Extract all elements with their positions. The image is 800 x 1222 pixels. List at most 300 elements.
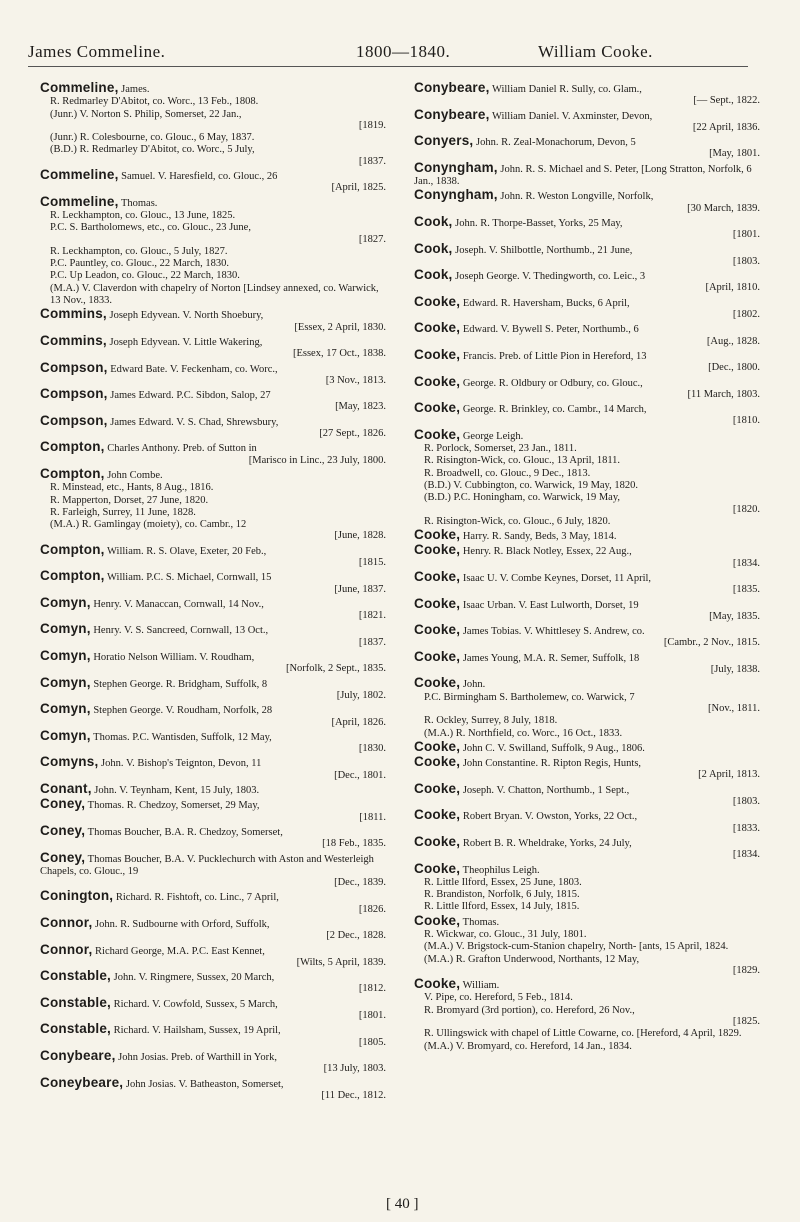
entry-name: Coney, (40, 822, 86, 838)
entry-text: Robert B. R. Wheldrake, Yorks, 24 July, (462, 837, 632, 849)
entry-name: Conant, (40, 781, 92, 797)
index-entry (40, 970, 386, 996)
sub-entry-text: (M.A.) V. Bromyard, co. Hereford, 14 Jan., 1834. (424, 1040, 632, 1052)
entry-line (414, 595, 760, 612)
sub-entry-text: R. Bromyard (3rd portion), co. Hereford, 26 Nov., (424, 1004, 635, 1016)
sub-entry-text: (B.D.) V. Cubbington, co. Warwick, 19 May, 1820. (424, 479, 639, 491)
index-entry (414, 544, 760, 570)
entry-text: John. R. Sudbourne with Orford, Suffolk, (95, 919, 270, 930)
entry-text: John. V. Bishop's Teignton, Devon, 11 (101, 758, 262, 770)
sub-entry (414, 901, 760, 913)
entry-line (414, 756, 760, 770)
sub-entry-text: R. Ockley, Surrey, 8 July, 1818. (424, 715, 558, 727)
entry-text: Horatio Nelson William. V. Roudham, (93, 652, 255, 664)
entry-name: Conington, (40, 888, 114, 904)
entry-text: John. R. Weston Longville, Norfolk, (500, 191, 654, 203)
entry-text: James Tobias. V. Whittlesey S. Andrew, co. (462, 626, 645, 638)
entry-name: Cooke, (414, 400, 461, 416)
entry-line (40, 465, 386, 482)
entry-line (414, 106, 760, 123)
entry-line (414, 833, 760, 850)
index-entry (40, 941, 386, 970)
entry-name: Connor, (40, 915, 93, 930)
entry-name: Commeline, (40, 193, 119, 209)
sub-entry (414, 941, 760, 953)
entry-date: [13 July, 1803. (323, 1063, 386, 1075)
index-entry (414, 135, 760, 161)
entry-name: Cooke, (414, 622, 461, 638)
entry-line (414, 912, 760, 929)
entry-text: Stephen George. R. Bridgham, Suffolk, 8 (93, 678, 268, 690)
entry-text: James Young, M.A. R. Semer, Suffolk, 18 (462, 652, 640, 664)
sub-entry (414, 492, 760, 516)
sub-entry-text: P.C. Pauntley, co. Glouc., 22 March, 1830. (50, 258, 229, 270)
entry-name: Cooke, (414, 346, 461, 362)
sub-entry-date: [1829. (732, 964, 760, 976)
entry-date: [1802. (732, 309, 760, 321)
entry-date: [1826. (358, 903, 386, 915)
entry-date: [1811. (359, 811, 386, 823)
entry-line (40, 890, 386, 904)
entry-date: [1815. (358, 556, 386, 568)
entry-date: [April, 1825. (331, 182, 386, 194)
entry-line (414, 135, 760, 149)
index-entry (40, 332, 386, 361)
entry-name: Cooke, (414, 542, 461, 558)
index-entry (40, 849, 386, 890)
entry-date: [Marisco in Linc., 23 July, 1800. (248, 454, 386, 466)
sub-entry (414, 516, 760, 528)
sub-entry-text: R. Little Ilford, Essex, 25 June, 1803. (424, 876, 582, 888)
entry-line (40, 650, 386, 664)
entry-name: Constable, (40, 968, 112, 984)
entry-line (40, 623, 386, 637)
entry-name: Cooke, (414, 754, 461, 770)
sub-entry-text: R. Ullingswick with chapel of Little Cowarne, co. [Hereford, 4 April, 1829. (424, 1028, 742, 1040)
entry-text: Isaac Urban. V. East Lulworth, Dorset, 19 (462, 599, 639, 611)
index-entry (414, 240, 760, 269)
entry-date: [2 April, 1813. (698, 769, 760, 781)
index-entry (40, 441, 386, 467)
entry-text: Richard. V. Cowfold, Sussex, 5 March, (113, 998, 278, 1010)
entry-line (40, 332, 386, 349)
entry-text: John C. V. Swilland, Suffolk, 9 Aug., 1806. (462, 742, 645, 754)
entry-date: [22 April, 1836. (692, 121, 760, 133)
sub-entry (414, 877, 760, 889)
sub-entry-text: R. Broadwell, co. Glouc., 9 Dec., 1813. (424, 467, 591, 479)
entry-line (40, 703, 386, 717)
entry-date: [— Sept., 1822. (693, 95, 760, 107)
entry-line (40, 941, 386, 958)
entry-name: Conyngham, (414, 159, 498, 175)
entry-text: Joseph George. V. Thedingworth, co. Leic., 3 (455, 271, 646, 283)
index-entry (40, 594, 386, 623)
entry-text: Theophilus Leigh. (462, 864, 540, 876)
sub-entry (414, 929, 760, 941)
entry-text: Henry. V. S. Sancreed, Cornwall, 13 Oct., (93, 625, 269, 637)
entry-text: John Josias. V. Batheaston, Somerset, (125, 1078, 284, 1090)
entry-name: Cooke, (414, 833, 461, 849)
sub-entry (40, 132, 386, 144)
sub-entry-text: R. Mapperton, Dorset, 27 June, 1820. (50, 494, 209, 506)
entry-date: [Dec., 1800. (708, 362, 760, 374)
entry-line (40, 359, 386, 376)
sub-entry-text: V. Pipe, co. Hereford, 5 Feb., 1814. (424, 992, 573, 1004)
sub-entry (414, 1028, 760, 1040)
sub-entry-text: R. Brandiston, Norfolk, 6 July, 1815. (424, 889, 580, 901)
entry-line (40, 674, 386, 691)
entry-text: Joseph Edyvean. V. Little Wakering, (109, 336, 263, 348)
entry-date: [1801. (732, 229, 760, 241)
entry-name: Cooke, (414, 527, 461, 543)
entry-line (40, 308, 386, 322)
sub-entry-text: (M.A.) V. Brigstock-cum-Stanion chapelry, North- [ants, 15 April, 1824. (424, 941, 729, 953)
entry-name: Conyers, (414, 133, 474, 149)
index-entry (40, 1047, 386, 1076)
entry-date: [May, 1801. (709, 148, 760, 160)
entry-text: William Daniel. V. Axminster, Devon, (491, 110, 653, 122)
sub-entry (40, 507, 386, 519)
entry-line (40, 1074, 386, 1091)
entry-line (40, 82, 386, 96)
entry-text: Richard. R. Fishtoft, co. Linc., 7 April, (115, 892, 279, 904)
entry-line (40, 388, 386, 402)
entry-name: Cooke, (414, 568, 461, 584)
sub-entry-text: (M.A.) R. Northfield, co. Worc., 16 Oct., 1833. (424, 727, 623, 739)
index-entry (40, 169, 386, 195)
entry-name: Conyngham, (414, 187, 498, 203)
entry-name: Coney, (40, 796, 86, 812)
entry-text: Thomas Boucher, B.A. R. Chedzoy, Somerset, (87, 826, 283, 838)
sub-entry (40, 210, 386, 222)
entry-text: John. (462, 679, 486, 691)
entry-text: John Josias. Preb. of Warthill in York, (118, 1051, 277, 1063)
index-entry (414, 624, 760, 650)
index-entry (40, 890, 386, 916)
sub-entry (40, 283, 386, 308)
entry-line (414, 544, 760, 558)
entry-text: James Edward. P.C. Sibdon, Salop, 27 (110, 390, 271, 402)
sub-entry-date: [Nov., 1811. (707, 702, 760, 714)
entry-text: Robert Bryan. V. Owston, Yorks, 22 Oct., (462, 811, 638, 823)
sub-entry-text: P.C. Up Leadon, co. Glouc., 22 March, 1830. (50, 270, 240, 282)
entry-line (40, 783, 386, 797)
sub-entry-text: P.C. Birmingham S. Bartholemew, co. Warwick, 7 (424, 691, 635, 703)
entry-name: Commeline, (40, 167, 119, 183)
entry-name: Coney, (40, 849, 86, 865)
entry-line (40, 541, 386, 558)
entry-line (414, 809, 760, 823)
entry-text: William Daniel R. Sully, co. Glam., (491, 84, 642, 95)
header-left: James Commeline. (28, 42, 166, 61)
entry-line (414, 624, 760, 638)
entry-date: [30 March, 1839. (687, 202, 760, 214)
sub-entry-date: [June, 1828. (334, 530, 386, 542)
entry-line (40, 822, 386, 839)
entry-date: [1803. (732, 255, 760, 267)
entry-name: Connor, (40, 941, 93, 957)
index-entry (414, 402, 760, 428)
entry-line (40, 994, 386, 1011)
entry-date: [Wilts, 5 April, 1839. (296, 956, 386, 968)
sub-entry-text: R. Risington-Wick, co. Glouc., 13 April, 1811. (424, 455, 621, 467)
entry-date: [3 Nov., 1813. (325, 374, 386, 386)
index-entry (414, 809, 760, 835)
sub-entry (40, 482, 386, 494)
sub-entry (40, 222, 386, 246)
index-entry (40, 388, 386, 414)
entry-name: Cooke, (414, 320, 461, 336)
entry-name: Commins, (40, 306, 107, 322)
entry-date: [July, 1802. (336, 689, 386, 701)
entry-name: Cooke, (414, 595, 461, 611)
entry-date: [Cambr., 2 Nov., 1815. (663, 637, 760, 649)
entry-text: William. R. S. Olave, Exeter, 20 Feb., (107, 545, 267, 557)
index-entry (414, 373, 760, 402)
entry-name: Compson, (40, 412, 108, 428)
entry-text: Edward. R. Haversham, Bucks, 6 April, (462, 297, 630, 309)
index-entry (414, 833, 760, 862)
index-entry (414, 346, 760, 375)
index-entry (414, 738, 760, 755)
page-number: [ 40 ] (386, 1196, 419, 1212)
entry-line (40, 970, 386, 984)
entry-name: Cooke, (414, 912, 461, 928)
entry-name: Constable, (40, 1021, 112, 1037)
entry-date: [1801. (358, 1010, 386, 1022)
sub-entry-text: R. Leckhampton, co. Glouc., 5 July, 1827. (50, 245, 228, 257)
sub-entry (414, 1041, 760, 1053)
entry-name: Cooke, (414, 373, 461, 389)
sub-entry (40, 246, 386, 258)
entry-name: Compton, (40, 439, 105, 455)
sub-entry-text: (Junr.) V. Norton S. Philip, Somerset, 22 Jan., (50, 108, 242, 120)
entry-line (40, 594, 386, 611)
entry-line (414, 346, 760, 363)
index-entry (40, 727, 386, 756)
sub-entry (40, 96, 386, 108)
entry-date: [11 Dec., 1812. (321, 1089, 386, 1101)
sub-entry (414, 480, 760, 492)
entry-text: Samuel. V. Haresfield, co. Glouc., 26 (121, 171, 278, 183)
entry-date: [April, 1826. (331, 716, 386, 728)
entry-line (414, 978, 760, 992)
entry-text: Edward. V. Bywell S. Peter, Northumb., 6 (462, 324, 639, 336)
index-entry (414, 213, 760, 242)
entry-name: Cooke, (414, 675, 461, 691)
entry-name: Comyn, (40, 648, 91, 664)
entry-line (414, 648, 760, 665)
index-entry (40, 650, 386, 676)
entry-line (40, 193, 386, 210)
index-entry (414, 978, 760, 1053)
entry-name: Comyn, (40, 701, 91, 717)
entry-text: Thomas. (462, 916, 500, 928)
sub-entry-text: (Junr.) R. Colesbourne, co. Glouc., 6 May, 1837. (50, 132, 255, 144)
entry-text: James Edward. V. S. Chad, Shrewsbury, (110, 416, 279, 428)
entry-date: [Dec., 1801. (334, 769, 386, 781)
entry-text: Richard George, M.A. P.C. East Kennet, (95, 945, 265, 957)
entry-line (414, 426, 760, 443)
entry-date: [June, 1837. (334, 583, 386, 595)
entry-name: Cook, (414, 240, 453, 256)
entry-date: [May, 1823. (335, 401, 386, 413)
entry-line (414, 240, 760, 257)
entry-name: Conybeare, (414, 106, 490, 122)
entry-name: Commeline, (40, 80, 119, 95)
entry-line (40, 727, 386, 744)
entry-date: [Aug., 1828. (706, 335, 760, 347)
entry-date: [July, 1838. (710, 664, 760, 676)
entry-name: Compton, (40, 541, 105, 557)
entry-text: George. R. Oldbury or Odbury, co. Glouc., (462, 377, 643, 389)
entry-name: Conybeare, (40, 1047, 116, 1063)
entry-name: Cooke, (414, 807, 461, 823)
sub-entry (414, 455, 760, 467)
entry-name: Compson, (40, 359, 108, 375)
entry-name: Cooke, (414, 780, 461, 796)
entry-line (414, 677, 760, 691)
entry-date: [Essex, 2 April, 1830. (294, 321, 386, 333)
entry-name: Cooke, (414, 293, 461, 309)
index-entry (414, 595, 760, 624)
index-entry (40, 798, 386, 824)
right-column (414, 82, 760, 1054)
entry-text: William. P.C. S. Michael, Cornwall, 15 (107, 572, 272, 584)
entry-date: [1834. (732, 849, 760, 861)
sub-entry (40, 258, 386, 270)
index-entry (414, 677, 760, 739)
index-entry (40, 917, 386, 943)
index-entry (40, 465, 386, 543)
entry-line (40, 1023, 386, 1037)
index-entry (414, 269, 760, 295)
entry-name: Comyn, (40, 674, 91, 690)
sub-entry (414, 715, 760, 727)
entry-name: Coneybeare, (40, 1074, 124, 1090)
entry-name: Cooke, (414, 860, 461, 876)
entry-date: [18 Feb., 1835. (322, 838, 386, 850)
entry-text: Joseph Edyvean. V. North Shoebury, (109, 310, 264, 322)
header-right: William Cooke. (538, 42, 653, 61)
index-entry (40, 703, 386, 729)
index-entry (414, 106, 760, 135)
entry-date: [1810. (732, 415, 760, 427)
entry-date: [1830. (358, 743, 386, 755)
sub-entry (414, 443, 760, 455)
sub-entry (40, 144, 386, 168)
entry-line (414, 82, 760, 96)
entry-line (40, 169, 386, 183)
entry-line (414, 159, 760, 189)
sub-entry-text: R. Risington-Wick, co. Glouc., 6 July, 1820. (424, 515, 611, 527)
sub-entry-date: [1825. (732, 1016, 760, 1028)
index-entry (40, 193, 386, 308)
entry-line (414, 738, 760, 755)
entry-date: [1835. (732, 584, 760, 596)
sub-entry-text: (M.A.) R. Grafton Underwood, Northants, 12 May, (424, 953, 640, 965)
sub-entry-text: (M.A.) R. Gamlingay (moiety), co. Cambr., 12 (50, 519, 247, 531)
entry-text: John. V. Teynham, Kent, 15 July, 1803. (94, 785, 260, 797)
entry-name: Comyns, (40, 754, 99, 770)
sub-entry-text: (B.D.) P.C. Honingham, co. Warwick, 19 May, (424, 492, 621, 504)
entry-text: Thomas. P.C. Wantisden, Suffolk, 12 May, (93, 731, 272, 743)
entry-text: John Combe. (107, 469, 163, 481)
running-header (28, 8, 748, 67)
sub-entry-text: R. Little Ilford, Essex, 14 July, 1815. (424, 901, 580, 913)
index-entry (414, 860, 760, 914)
entry-text: James. (121, 84, 150, 95)
index-entry (40, 1023, 386, 1049)
index-entry (40, 994, 386, 1023)
entry-text: Charles Anthony. Preb. of Sutton in (107, 443, 257, 455)
index-entry (40, 82, 386, 168)
entry-name: Cooke, (414, 426, 461, 442)
entry-text: Thomas Boucher, B.A. V. Pucklechurch with Aston and Westerleigh Chapels, co. Glouc., 19 (40, 853, 374, 877)
entry-text: Edward Bate. V. Feckenham, co. Worc., (110, 363, 278, 375)
index-entry (40, 1074, 386, 1103)
entry-name: Constable, (40, 994, 112, 1010)
sub-entry-text: R. Farleigh, Surrey, 11 June, 1828. (50, 506, 196, 518)
sub-entry-date: [1820. (732, 503, 760, 515)
entry-text: John Constantine. R. Ripton Regis, Hunts, (462, 758, 642, 770)
index-entry (414, 189, 760, 215)
index-entry (414, 322, 760, 348)
entry-date: [1821. (358, 610, 386, 622)
entry-date: [1803. (732, 796, 760, 808)
sub-entry (414, 1005, 760, 1029)
entry-line (40, 849, 386, 879)
entry-date: [11 March, 1803. (687, 388, 760, 400)
sub-entry (40, 109, 386, 133)
entry-line (414, 189, 760, 203)
entry-text: John. R. Thorpe-Basset, Yorks, 25 May, (455, 217, 623, 229)
entry-line (40, 570, 386, 584)
index-entry (414, 780, 760, 809)
entry-name: Compton, (40, 465, 105, 481)
entry-line (414, 293, 760, 310)
entry-date: [Norfolk, 2 Sept., 1835. (285, 663, 386, 675)
entry-name: Cook, (414, 267, 453, 283)
entry-date: [1834. (732, 557, 760, 569)
entry-date: [1833. (732, 822, 760, 834)
entry-date: [2 Dec., 1828. (326, 930, 386, 942)
entry-name: Cook, (414, 213, 453, 229)
entry-line (40, 917, 386, 931)
entry-date: [April, 1810. (705, 282, 760, 294)
entry-line (414, 780, 760, 797)
entry-line (414, 529, 760, 543)
entry-name: Comyn, (40, 621, 91, 637)
sub-entry-text: R. Porlock, Somerset, 23 Jan., 1811. (424, 443, 577, 455)
entry-date: [1837. (358, 636, 386, 648)
entry-text: Henry. R. Black Notley, Essex, 22 Aug., (462, 546, 632, 558)
entry-name: Commins, (40, 332, 107, 348)
entry-text: Joseph. V. Chatton, Northumb., 1 Sept., (462, 784, 630, 796)
sub-entry (414, 954, 760, 978)
sub-entry-date: [1837. (358, 155, 386, 167)
sub-entry-date: [1827. (358, 233, 386, 245)
entry-name: Cooke, (414, 648, 461, 664)
entry-text: George Leigh. (462, 430, 524, 442)
entry-line (414, 269, 760, 283)
index-entry (414, 912, 760, 977)
index-entry (414, 82, 760, 108)
entry-date: [1805. (358, 1036, 386, 1048)
index-entry (40, 623, 386, 649)
sub-entry-text: R. Minstead, etc., Hants, 8 Aug., 1816. (50, 482, 214, 494)
index-entry (414, 756, 760, 782)
